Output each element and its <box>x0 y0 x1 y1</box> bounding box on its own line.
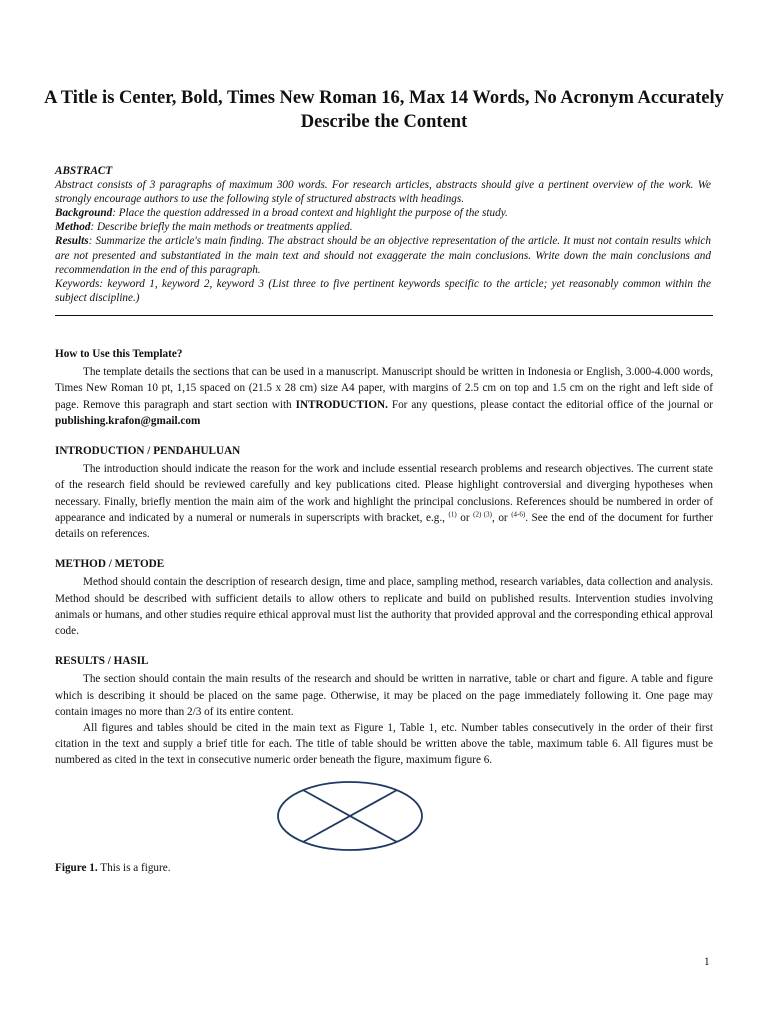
figure-ellipse-cross <box>276 780 424 852</box>
abstract-divider <box>55 315 713 316</box>
figure-caption <box>55 862 171 874</box>
results-paragraph-1: The section should contain the main results of the research and should be written in narrative, table or chart and figure. A table and figure which is describing it should be placed on the same page. Otherwise, it may be placed on the page immediately following it. One page may contain images no more than 2/3 of its entire content. <box>55 673 713 718</box>
method-text: : Describe briefly the main methods or treatments applied. <box>90 221 353 234</box>
method-label: Method <box>55 221 91 234</box>
introduction-or-1: or <box>456 511 474 524</box>
results-text: : Summarize the article's main finding. The abstract should be an objective representation of the article. It must not contain results which are not presented and substantiated in the main text and should not exaggerate the main conclusions. Write down the main conclusions and recommendation in the end of this paragraph. <box>55 235 711 276</box>
how-to-heading: How to Use this Template? <box>55 348 183 360</box>
abstract-heading: ABSTRACT <box>55 165 113 177</box>
how-to-text: The template details the sections that can be used in a manuscript. Manuscript should be written in Indonesia or English, 3.000-4.000 words, Times New Roman 10 pt, 1,15 spaced on (21.5 x 28 cm) size A4 paper, with margins of 2.5 cm on top and 1.5 cm on the right and left side of page. Remove this paragraph and start section with <box>55 366 713 411</box>
method-paragraph: Method should contain the description of research design, time and place, sampling method, research variables, data collection and analysis. Method should be described with sufficient details to allow others to replicate and build on published results. Intervention studies involving animals or humans, and other studies require ethical approval must list the authority that provided approval and the corresponding ethical approval code. <box>55 576 713 638</box>
introduction-keyword: INTRODUCTION. <box>295 398 388 411</box>
citation-superscript-3: (4-6) <box>511 510 526 519</box>
paper-title: A Title is Center, Bold, Times New Roman 16, Max 14 Words, No Acronym Accurately Describe the Content <box>44 88 724 132</box>
results-paragraph-2: All figures and tables should be cited in the main text as Figure 1, Table 1, etc. Number tables consecutively in the order of their first citation in the text and supply a brief title for each. The title of table should be written above the table, maximum table 6. All figures must be numbered as cited in the text in consecutive numeric order beneath the figure, maximum figure 6. <box>55 722 713 767</box>
contact-email[interactable]: publishing.krafon@gmail.com <box>55 414 201 427</box>
introduction-paragraph <box>55 461 713 542</box>
figure-caption-text: This is a figure. <box>97 862 171 874</box>
how-to-text-after: For any questions, please contact the editorial office of the journal or <box>387 398 713 411</box>
introduction-text: The introduction should indicate the reason for the work and include essential research problems and research objectives. The current state of the research field should be reviewed carefully and key publications cited. Please highlight controversial and diverging hypotheses when necessary. Finally, briefly mention the main aim of the work and highlight the principal conclusions. References should be numbered in order of appearance and indicated by a numeral or numerals in superscripts with bracket, e.g., <box>55 463 713 524</box>
introduction-text-end: . See the end of the document for further details on references. <box>55 511 714 541</box>
background-text: : Place the question addressed in a broad context and highlight the purpose of the study. <box>112 207 508 220</box>
background-label: Background <box>55 207 113 220</box>
introduction-or-2: , or <box>491 511 512 524</box>
method-heading: METHOD / METODE <box>55 558 165 571</box>
abstract-keywords: Keywords: keyword 1, keyword 2, keyword 3 (List three to five pertinent keywords specific to the article; yet reasonably common within the subject discipline.) <box>55 277 711 304</box>
figure-caption-label: Figure 1. <box>55 862 98 874</box>
abstract-block <box>55 164 711 305</box>
page-number: 1 <box>704 956 710 968</box>
abstract-background <box>55 206 711 220</box>
abstract-intro: Abstract consists of 3 paragraphs of maximum 300 words. For research articles, abstracts should give a pertinent overview of the work. We strongly encourage authors to use the following style of structured abstracts with headings. <box>55 179 711 206</box>
how-to-paragraph <box>55 364 713 429</box>
results-label: Results <box>55 235 89 248</box>
introduction-heading: INTRODUCTION / PENDAHULUAN <box>55 445 241 458</box>
main-body <box>55 346 713 769</box>
results-heading: RESULTS / HASIL <box>55 655 149 668</box>
abstract-results <box>55 234 711 276</box>
citation-superscript-1: (1) <box>448 510 457 519</box>
citation-superscript-2: (2) (3) <box>473 510 492 519</box>
abstract-method <box>55 220 711 234</box>
